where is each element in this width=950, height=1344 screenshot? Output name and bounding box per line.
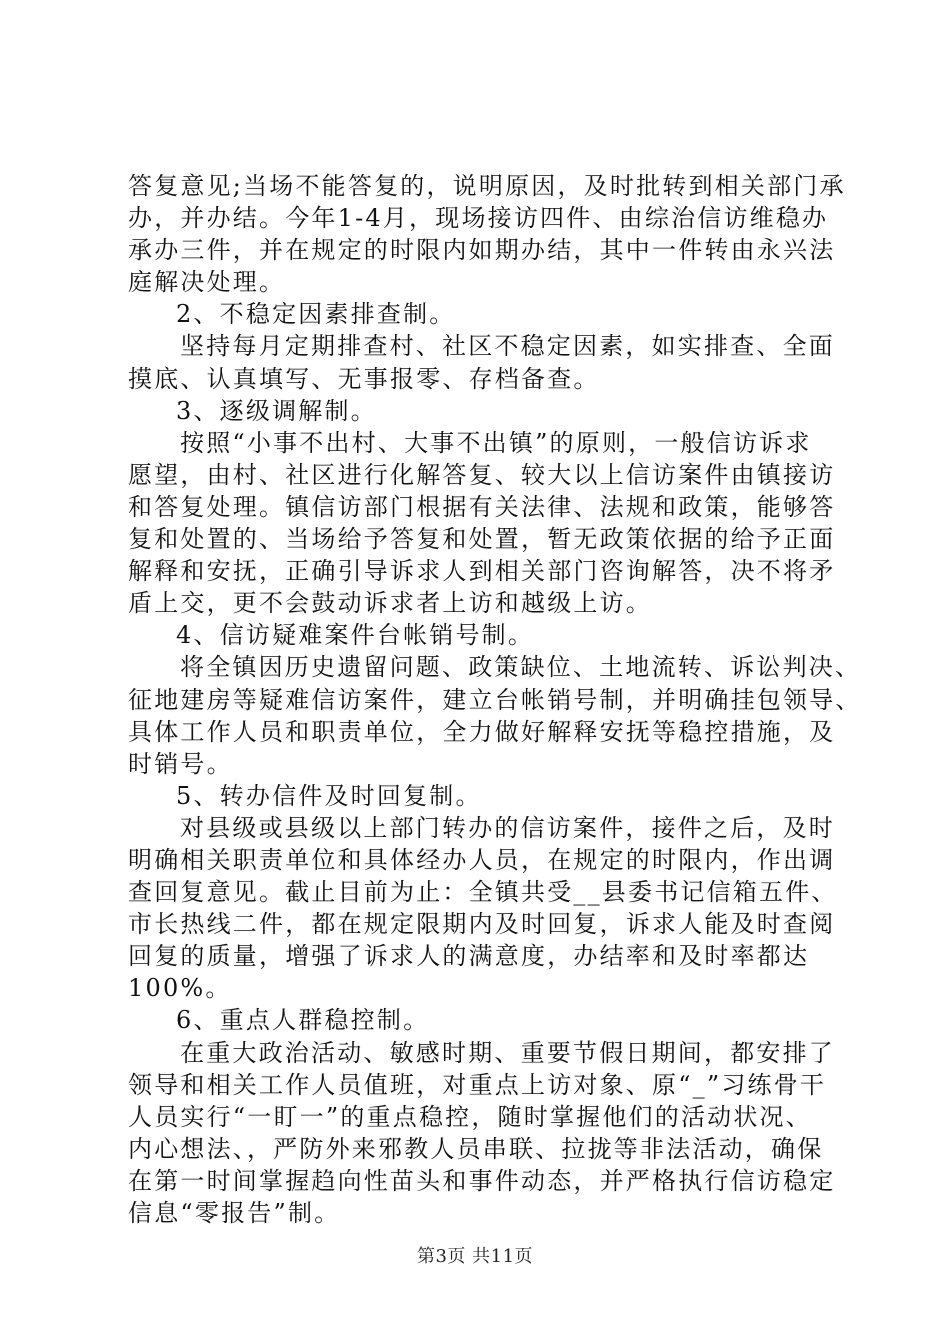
text-line: 解释和安抚，正确引导诉求人到相关部门咨询解答，决不将矛 — [128, 557, 836, 586]
text-line: 庭解决处理。 — [128, 268, 286, 297]
page-number-footer: 第3页 共11页 — [416, 1246, 534, 1267]
text-line: 和答复处理。镇信访部门根据有关法律、法规和政策，能够答 — [128, 492, 836, 521]
document-body — [128, 170, 862, 1229]
section-heading: 5、转办信件及时回复制。 — [176, 781, 482, 810]
text-line: 时销号。 — [128, 749, 233, 778]
paragraph-first-line: 对县级或县级以上部门转办的信访案件，接件之后，及时 — [180, 813, 835, 842]
text-line: 查回复意见。截止目前为止：全镇共受__县委书记信箱五件、 — [128, 878, 838, 907]
text-line: 在第一时间掌握趋向性苗头和事件动态，并严格执行信访稳定 — [128, 1166, 836, 1195]
paragraph-first-line: 坚持每月定期排查村、社区不稳定因素，如实排查、全面 — [180, 332, 835, 361]
text-line: 领导和相关工作人员值班，对重点上访对象、原“_”习练骨干 — [128, 1070, 827, 1099]
text-line: 市长热线二件，都在规定限期内及时回复，诉求人能及时查阅 — [128, 910, 836, 939]
text-line: 征地建房等疑难信访案件，建立台帐销号制，并明确挂包领导、 — [128, 685, 862, 714]
section-heading: 2、不稳定因素排查制。 — [176, 300, 456, 329]
paragraph-first-line: 在重大政治活动、敏感时期、重要节假日期间，都安排了 — [180, 1038, 835, 1067]
text-line: 100%。 — [128, 974, 232, 1003]
text-line: 愿望，由村、社区进行化解答复、较大以上信访案件由镇接访 — [128, 460, 836, 489]
text-line: 明确相关职责单位和具体经办人员，在规定的时限内，作出调 — [128, 845, 836, 874]
text-line: 盾上交，更不会鼓动诉求者上访和越级上访。 — [128, 589, 652, 618]
section-heading: 3、逐级调解制。 — [176, 396, 377, 425]
paragraph-first-line: 将全镇因历史遗留问题、政策缺位、土地流转、诉讼判决、 — [180, 653, 862, 682]
text-line: 内心想法、，严防外来邪教人员串联、拉拢等非法活动，确保 — [128, 1134, 824, 1163]
text-line: 回复的质量，增强了诉求人的满意度，办结率和及时率都达 — [128, 942, 810, 971]
text-line: 人员实行“一盯一”的重点稳控，随时掌握他们的活动状况、 — [128, 1102, 812, 1131]
section-heading: 6、重点人群稳控制。 — [176, 1006, 430, 1035]
text-line: 办，并办结。今年1-4月，现场接访四件、由综治信访维稳办 — [128, 204, 829, 233]
text-line: 信息“零报告”制。 — [128, 1199, 341, 1227]
paragraph-first-line: 按照“小事不出村、大事不出镇”的原则，一般信访诉求 — [180, 428, 812, 457]
text-line: 承办三件，并在规定的时限内如期办结，其中一件转由永兴法 — [128, 236, 836, 265]
text-line: 摸底、认真填写、无事报零、存档备查。 — [128, 364, 600, 393]
section-heading: 4、信访疑难案件台帐销号制。 — [176, 621, 535, 650]
text-line: 复和处置的、当场给予答复和处置，暂无政策依据的给予正面 — [128, 525, 836, 554]
text-line: 具体工作人员和职责单位，全力做好解释安抚等稳控措施，及 — [128, 717, 836, 746]
text-line: 答复意见;当场不能答复的，说明原因，及时批转到相关部门承 — [128, 172, 846, 200]
